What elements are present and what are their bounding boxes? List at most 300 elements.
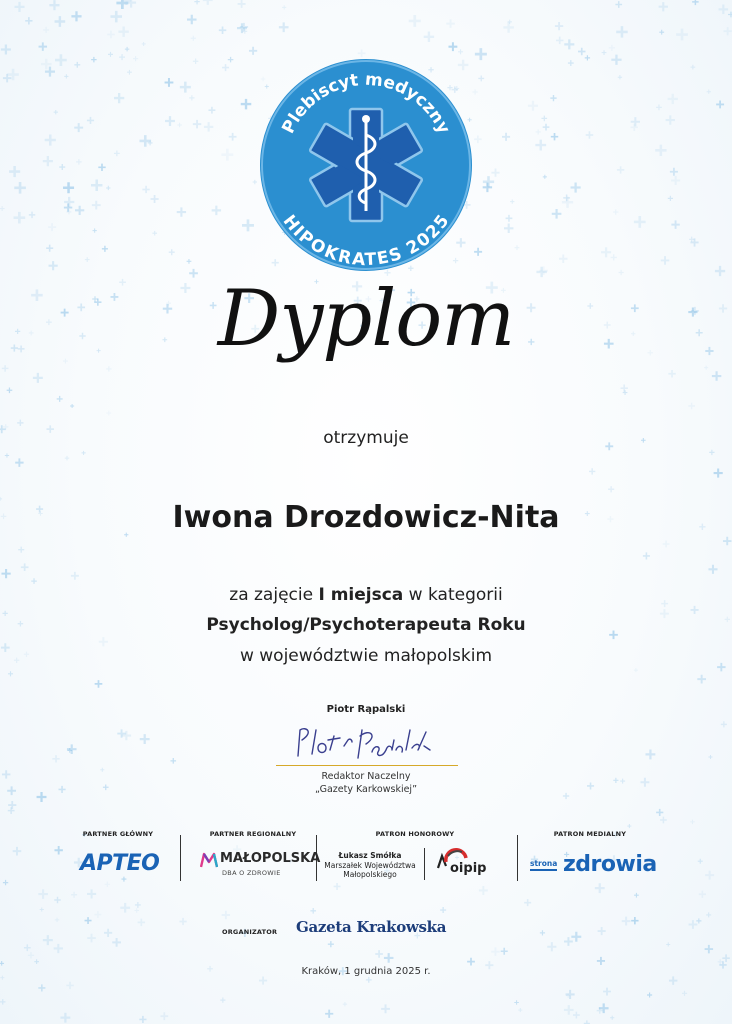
background-cross	[203, 0, 213, 5]
background-cross	[611, 55, 621, 65]
background-cross	[13, 847, 22, 856]
background-cross	[668, 94, 678, 104]
background-cross	[611, 254, 617, 260]
background-cross	[541, 116, 547, 122]
background-cross	[634, 893, 639, 898]
background-cross	[595, 883, 605, 893]
background-cross	[646, 749, 656, 759]
background-cross	[556, 37, 563, 44]
background-cross	[698, 859, 703, 864]
background-cross	[46, 245, 53, 252]
background-cross	[1, 569, 10, 578]
background-cross	[535, 140, 546, 151]
background-cross	[670, 168, 678, 176]
background-cross	[187, 15, 196, 24]
background-cross	[719, 5, 729, 15]
background-cross	[568, 60, 574, 66]
background-cross	[93, 228, 97, 232]
background-cross	[48, 223, 56, 231]
background-cross	[15, 458, 23, 466]
background-cross	[54, 846, 62, 854]
background-cross	[139, 135, 151, 147]
strona-zdrowia-logo: zdrowia	[563, 852, 657, 877]
background-cross	[622, 917, 631, 926]
background-cross	[705, 871, 714, 880]
background-cross	[555, 22, 563, 30]
background-cross	[165, 78, 174, 87]
background-cross	[697, 675, 706, 684]
background-cross	[551, 133, 558, 140]
background-cross	[220, 998, 225, 1003]
background-cross	[64, 74, 68, 78]
background-cross	[578, 48, 585, 55]
background-cross	[259, 976, 267, 984]
background-cross	[106, 411, 111, 416]
background-cross	[503, 22, 514, 33]
background-cross	[310, 908, 316, 914]
background-cross	[219, 26, 227, 34]
background-cross	[448, 42, 457, 51]
background-cross	[478, 75, 484, 81]
background-cross	[666, 115, 675, 124]
background-cross	[76, 159, 82, 165]
background-cross	[8, 807, 15, 814]
background-cross	[559, 254, 568, 263]
background-cross	[180, 82, 191, 93]
background-cross	[238, 0, 246, 8]
background-cross	[669, 976, 677, 984]
background-cross	[609, 45, 615, 51]
background-cross	[54, 110, 58, 114]
background-cross	[446, 19, 455, 28]
background-cross	[634, 216, 646, 228]
background-cross	[424, 32, 434, 42]
background-cross	[43, 156, 53, 166]
background-cross	[92, 201, 101, 210]
background-cross	[110, 11, 122, 23]
background-cross	[328, 941, 334, 947]
signatory-role-line1: Redaktor Naczelny	[321, 771, 411, 782]
background-cross	[668, 370, 675, 377]
background-cross	[241, 99, 252, 110]
background-cross	[67, 744, 77, 754]
oipip-logo: oipip	[450, 861, 487, 876]
background-cross	[134, 908, 139, 913]
background-cross	[189, 95, 194, 100]
malopolska-subtext: DBA O ZDROWIE	[222, 869, 281, 877]
background-cross	[343, 1002, 347, 1006]
background-cross	[491, 169, 499, 177]
background-cross	[723, 537, 732, 546]
background-cross	[514, 1000, 519, 1005]
background-cross	[8, 801, 16, 809]
background-cross	[52, 755, 59, 762]
background-cross	[249, 47, 257, 55]
background-cross	[7, 387, 13, 393]
background-cross	[601, 247, 611, 257]
background-cross	[613, 209, 618, 214]
honorary-patron-label: PATRON HONOROWY	[375, 830, 455, 838]
background-cross	[71, 892, 77, 898]
background-cross	[152, 231, 157, 236]
background-cross	[91, 180, 102, 191]
background-cross	[120, 903, 130, 913]
partner-divider	[180, 835, 181, 881]
background-cross	[212, 206, 221, 215]
background-cross	[563, 194, 570, 201]
background-cross	[177, 207, 186, 216]
malopolska-text: MAŁOPOLSKA	[220, 851, 321, 866]
background-cross	[712, 371, 721, 380]
background-cross	[139, 1016, 146, 1023]
background-cross	[618, 75, 622, 79]
award-suffix: w kategorii	[403, 585, 503, 605]
background-cross	[564, 39, 574, 49]
background-cross	[55, 918, 59, 922]
background-cross	[222, 64, 229, 71]
background-cross	[99, 637, 108, 646]
seal-bottom-text: HIPOKRATES 2025	[278, 211, 454, 271]
background-cross	[31, 578, 37, 584]
background-cross	[325, 1010, 333, 1018]
background-cross	[715, 266, 725, 276]
background-cross	[543, 175, 547, 179]
background-cross	[475, 48, 487, 60]
background-cross	[71, 572, 79, 580]
background-cross	[194, 0, 199, 4]
background-cross	[63, 359, 68, 364]
background-cross	[375, 950, 383, 958]
background-cross	[518, 1008, 522, 1012]
background-cross	[94, 911, 101, 918]
background-cross	[133, 56, 138, 61]
background-cross	[440, 907, 446, 913]
malopolska-mark-icon	[200, 852, 218, 868]
partner-divider	[517, 835, 518, 881]
background-cross	[29, 212, 35, 218]
background-cross	[140, 734, 150, 744]
receives-label: otrzymuje	[323, 428, 409, 448]
background-cross	[54, 944, 63, 953]
background-cross	[528, 101, 538, 111]
background-cross	[66, 982, 73, 989]
background-cross	[409, 15, 421, 27]
background-cross	[543, 124, 550, 131]
background-cross	[617, 166, 624, 173]
background-cross	[627, 824, 631, 828]
signatory-role	[0, 770, 732, 796]
background-cross	[699, 891, 706, 898]
background-cross	[160, 1012, 168, 1020]
background-cross	[118, 26, 128, 36]
background-cross	[483, 176, 494, 187]
background-cross	[228, 57, 234, 63]
background-cross	[114, 150, 120, 156]
partner-divider	[424, 848, 425, 880]
background-cross	[5, 453, 9, 457]
background-cross	[104, 929, 112, 937]
background-cross	[14, 2, 24, 12]
background-cross	[135, 902, 141, 908]
background-cross	[282, 5, 286, 9]
background-cross	[714, 468, 723, 477]
background-cross	[656, 809, 663, 816]
regional-partner-label: PARTNER REGIONALNY	[209, 830, 297, 838]
background-cross	[479, 886, 488, 895]
signatory-name: Piotr Rąpalski	[326, 704, 406, 715]
background-cross	[721, 721, 727, 727]
background-cross	[2, 365, 9, 372]
background-cross	[707, 90, 711, 94]
background-cross	[45, 134, 56, 145]
background-cross	[24, 944, 31, 951]
background-cross	[63, 182, 74, 193]
background-cross	[87, 117, 94, 124]
background-cross	[676, 29, 688, 41]
background-cross	[696, 918, 701, 923]
background-cross	[689, 920, 698, 929]
background-cross	[705, 945, 713, 953]
background-cross	[82, 451, 86, 455]
apteo-logo: APTEO	[80, 851, 160, 876]
background-cross	[17, 420, 23, 426]
background-cross	[8, 671, 13, 676]
background-cross	[121, 877, 126, 882]
background-cross	[603, 988, 611, 996]
award-place: I miejsca	[318, 585, 404, 605]
background-cross	[483, 183, 492, 192]
background-cross	[524, 899, 531, 906]
background-cross	[585, 55, 590, 60]
background-cross	[170, 758, 176, 764]
award-region: w województwie małopolskim	[239, 646, 493, 666]
background-cross	[229, 133, 237, 141]
background-cross	[540, 930, 545, 935]
background-cross	[55, 54, 67, 66]
media-patron-label: PATRON MEDIALNY	[553, 830, 627, 838]
background-cross	[690, 820, 695, 825]
background-cross	[602, 50, 607, 55]
background-cross	[177, 123, 181, 127]
background-cross	[659, 30, 664, 35]
background-cross	[74, 123, 83, 132]
background-cross	[631, 124, 638, 131]
background-cross	[106, 186, 110, 190]
background-cross	[671, 220, 679, 228]
background-cross	[187, 259, 192, 264]
background-cross	[125, 47, 129, 51]
background-cross	[709, 450, 714, 455]
background-cross	[14, 212, 26, 224]
background-cross	[127, 70, 132, 75]
background-cross	[191, 36, 196, 41]
background-cross	[34, 959, 39, 964]
award-category: Psycholog/Psychoterapeuta Roku	[206, 615, 526, 635]
background-cross	[122, 731, 131, 740]
background-cross	[279, 22, 289, 32]
background-cross	[85, 257, 90, 262]
background-cross	[14, 182, 26, 194]
background-cross	[108, 52, 113, 57]
background-cross	[151, 195, 159, 203]
background-cross	[0, 206, 5, 211]
background-cross	[671, 176, 680, 185]
background-cross	[193, 120, 201, 128]
honorary-patron-text	[320, 851, 420, 880]
background-cross	[85, 917, 92, 924]
background-cross	[0, 999, 5, 1004]
background-cross	[724, 27, 732, 35]
background-cross	[49, 0, 59, 10]
background-cross	[688, 403, 695, 410]
background-cross	[49, 261, 58, 270]
organizer-label: ORGANIZATOR	[222, 928, 278, 936]
signature-line	[276, 765, 458, 766]
background-cross	[708, 565, 717, 574]
background-cross	[18, 547, 24, 553]
background-cross	[659, 2, 668, 11]
background-cross	[536, 129, 541, 134]
background-cross	[571, 182, 581, 192]
background-cross	[689, 237, 694, 242]
background-cross	[55, 16, 66, 27]
background-cross	[87, 889, 96, 898]
background-cross	[722, 954, 730, 962]
background-cross	[506, 215, 513, 222]
hipokrates-seal	[256, 55, 476, 275]
background-cross	[142, 42, 146, 46]
background-cross	[621, 385, 628, 392]
background-cross	[59, 164, 65, 170]
background-cross	[566, 990, 575, 999]
background-cross	[615, 1, 622, 8]
background-cross	[718, 959, 723, 964]
background-cross	[655, 145, 666, 156]
background-cross	[138, 919, 145, 926]
background-cross	[647, 992, 652, 997]
background-cross	[95, 680, 103, 688]
honorary-patron-role2: Małopolskiego	[343, 870, 397, 879]
background-cross	[598, 927, 606, 935]
award-prefix: za zajęcie	[229, 585, 319, 605]
background-cross	[584, 1020, 590, 1024]
background-cross	[668, 196, 673, 201]
background-cross	[691, 606, 699, 614]
background-cross	[502, 133, 510, 141]
background-cross	[610, 1016, 614, 1020]
background-cross	[57, 396, 63, 402]
background-cross	[504, 224, 513, 233]
background-cross	[98, 164, 105, 171]
honorary-patron-role1: Marszałek Województwa	[324, 860, 416, 870]
background-cross	[608, 486, 614, 492]
background-cross	[25, 17, 32, 24]
background-cross	[631, 117, 640, 126]
background-cross	[682, 991, 687, 996]
background-cross	[0, 961, 4, 966]
background-cross	[597, 957, 605, 965]
background-cross	[552, 209, 562, 219]
background-cross	[165, 116, 175, 126]
background-cross	[221, 149, 233, 161]
honorary-patron-person: Łukasz Smółka	[338, 851, 402, 860]
seal-top-text: Plebiscyt medyczny	[278, 69, 454, 137]
background-cross	[179, 918, 186, 925]
background-cross	[666, 942, 670, 946]
background-cross	[74, 62, 80, 68]
gazeta-krakowska-logo: Gazeta Krakowska	[296, 918, 447, 936]
background-cross	[619, 270, 624, 275]
background-cross	[169, 249, 175, 255]
diploma-title: Dyplom	[217, 274, 515, 364]
background-cross	[706, 912, 711, 917]
signatory-role-line2: „Gazety Karkowskiej”	[315, 784, 417, 795]
background-cross	[660, 817, 667, 824]
background-cross	[43, 935, 53, 945]
background-cross	[39, 42, 47, 50]
background-cross	[193, 59, 198, 64]
background-cross	[501, 948, 508, 955]
background-cross	[631, 917, 638, 924]
award-line-place	[0, 585, 732, 605]
background-cross	[242, 219, 254, 231]
main-partner-label: PARTNER GŁÓWNY	[82, 830, 154, 838]
background-cross	[692, 0, 699, 5]
handwritten-signature	[288, 716, 438, 768]
background-cross	[458, 49, 463, 54]
background-cross	[70, 404, 74, 408]
background-cross	[1, 44, 11, 54]
background-cross	[661, 256, 670, 265]
background-cross	[142, 186, 149, 193]
background-cross	[334, 883, 341, 890]
background-cross	[656, 104, 662, 110]
background-cross	[728, 12, 732, 18]
background-cross	[381, 1004, 390, 1013]
background-cross	[119, 54, 125, 60]
strona-zdrowia-small: strona	[530, 859, 557, 871]
issue-date: Kraków, 1 grudnia 2025 r.	[301, 966, 431, 977]
background-cross	[38, 889, 48, 899]
background-cross	[586, 131, 594, 139]
background-cross	[9, 166, 20, 177]
background-cross	[28, 952, 34, 958]
background-cross	[384, 953, 394, 963]
background-cross	[105, 882, 110, 887]
background-cross	[75, 206, 84, 215]
background-cross	[64, 197, 74, 207]
background-cross	[65, 456, 70, 461]
background-cross	[91, 57, 96, 62]
background-cross	[634, 668, 638, 672]
background-cross	[708, 755, 712, 759]
background-cross	[114, 93, 124, 103]
background-cross	[704, 366, 708, 370]
background-cross	[366, 977, 372, 983]
background-cross	[550, 95, 556, 101]
background-cross	[547, 942, 556, 951]
background-cross	[106, 366, 111, 371]
background-cross	[112, 938, 121, 947]
background-cross	[589, 468, 595, 474]
background-cross	[54, 897, 60, 903]
background-cross	[107, 31, 115, 39]
background-cross	[208, 107, 215, 114]
background-cross	[564, 1005, 574, 1015]
background-cross	[43, 27, 49, 33]
background-cross	[64, 203, 72, 211]
background-cross	[536, 267, 546, 277]
